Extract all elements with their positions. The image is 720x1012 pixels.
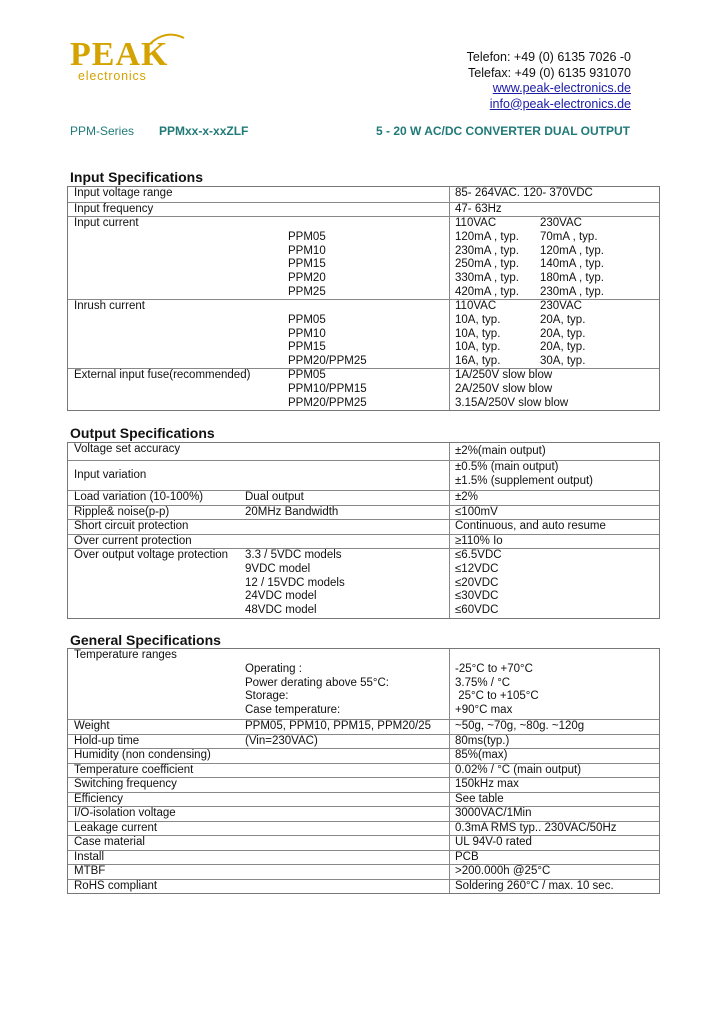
table-row — [68, 821, 659, 836]
value-cell: 2A/250V slow blow — [455, 382, 553, 395]
row-value: >200.000h @25°C — [455, 865, 551, 877]
output-section-title: Output Specifications — [70, 425, 215, 441]
model-list — [245, 549, 345, 618]
condition-list — [245, 663, 389, 718]
model-name: PPM20/PPM25 — [288, 355, 367, 368]
value-cell: 180mA , typ. — [540, 272, 604, 285]
row-value: ≤20VDC — [455, 576, 499, 589]
table-row — [68, 460, 659, 490]
row-value: ≤100mV — [455, 505, 498, 518]
row-label: Over current protection — [74, 534, 192, 547]
table-row — [68, 864, 659, 879]
value-cell: 420mA , typ. — [455, 285, 519, 298]
row-value: +90°C max — [455, 704, 513, 717]
row-value: 25°C to +105°C — [455, 690, 539, 703]
table-row — [68, 879, 659, 894]
value-cell: 20A, typ. — [540, 327, 586, 340]
logo-swoosh-icon — [146, 32, 186, 46]
row-value: 150kHz max — [455, 778, 519, 790]
row-value: 47- 63Hz — [455, 203, 502, 215]
row-label: External input fuse(recommended) — [74, 369, 251, 381]
model-name: PPM20/PPM25 — [288, 396, 367, 409]
model-list — [288, 314, 367, 369]
column-header: 230VAC — [540, 300, 582, 312]
row-value: ≤12VDC — [455, 562, 499, 575]
value-cell: 3.15A/250V slow blow — [455, 396, 569, 409]
row-condition: 20MHz Bandwidth — [245, 505, 339, 518]
row-value: 0.02% / °C (main output) — [455, 763, 582, 776]
part-number: PPMxx-x-xxZLF — [159, 124, 249, 138]
value-cell: 10A, typ. — [455, 313, 501, 326]
value-cell: 16A, typ. — [455, 355, 501, 368]
output-spec-table — [67, 442, 660, 619]
row-value: UL 94V-0 rated — [455, 836, 532, 848]
row-condition: Case temperature: — [245, 704, 341, 717]
value-cell: 120mA , typ. — [540, 244, 604, 257]
website-link[interactable]: www.peak-electronics.de — [492, 81, 631, 95]
value-cell: 140mA , typ. — [540, 258, 604, 271]
model-name: 48VDC model — [245, 604, 317, 617]
row-label: Inrush current — [74, 300, 145, 312]
row-label: Load variation (10-100%) — [74, 491, 204, 503]
row-label: Input current — [74, 217, 139, 229]
row-condition: Dual output — [245, 491, 304, 503]
row-value: 3000VAC/1Min — [455, 807, 532, 819]
value-cell: 230mA , typ. — [540, 285, 604, 298]
value-cell: 20A, typ. — [540, 341, 586, 354]
row-condition: Operating : — [245, 662, 302, 675]
table-row — [68, 299, 659, 368]
general-spec-table — [67, 648, 660, 894]
row-value: ±1.5% (supplement output) — [455, 474, 593, 487]
input-section-title: Input Specifications — [70, 169, 204, 185]
phone-number: Telefon: +49 (0) 6135 7026 -0 — [466, 50, 631, 64]
value-cell: 30A, typ. — [540, 355, 586, 368]
table-row — [68, 368, 659, 410]
table-row — [68, 748, 659, 763]
value-cell: 70mA , typ. — [540, 230, 598, 243]
table-row — [68, 519, 659, 534]
row-condition: PPM05, PPM10, PPM15, PPM20/25 — [245, 720, 432, 732]
value-cell: 120mA , typ. — [455, 230, 519, 243]
row-label: Temperature coefficient — [74, 763, 194, 776]
row-label: Input variation — [74, 469, 147, 481]
model-name: PPM10 — [288, 327, 326, 340]
value-cell: 330mA , typ. — [455, 272, 519, 285]
row-value: Continuous, and auto resume — [455, 520, 606, 532]
row-label: RoHS compliant — [74, 879, 158, 892]
row-value: PCB — [455, 850, 479, 863]
table-row — [68, 763, 659, 778]
row-label: Input voltage range — [74, 187, 173, 199]
value-cell: 250mA , typ. — [455, 258, 519, 271]
table-row — [68, 490, 659, 505]
row-label: MTBF — [74, 865, 106, 877]
row-label: Weight — [74, 720, 110, 732]
table-row — [68, 187, 659, 202]
model-name: PPM05 — [288, 313, 326, 326]
value-cell: 10A, typ. — [455, 341, 501, 354]
table-row — [68, 835, 659, 850]
general-section-title: General Specifications — [70, 632, 221, 648]
value-cell: 1A/250V slow blow — [455, 369, 553, 381]
row-label: Case material — [74, 836, 145, 848]
column-header: 110VAC — [455, 217, 497, 229]
table-row — [68, 443, 659, 460]
row-label: Install — [74, 850, 105, 863]
value-list — [455, 369, 568, 410]
row-label: Hold-up time — [74, 734, 140, 747]
table-row — [68, 202, 659, 216]
row-value: See table — [455, 792, 504, 805]
model-name: PPM10 — [288, 244, 326, 257]
table-row — [68, 806, 659, 821]
row-label: Ripple& noise(p-p) — [74, 505, 170, 518]
model-name: 24VDC model — [245, 590, 317, 603]
model-list — [288, 231, 326, 300]
column-header: 230VAC — [540, 217, 582, 229]
value-list — [455, 461, 593, 489]
table-row — [68, 548, 659, 618]
row-value: 0.3mA RMS typ.. 230VAC/50Hz — [455, 821, 617, 834]
row-condition: Storage: — [245, 690, 289, 703]
logo-wordmark: PEAK — [70, 36, 169, 73]
row-label: Voltage set accuracy — [74, 443, 181, 455]
row-value: 85- 264VAC. 120- 370VDC — [455, 187, 593, 199]
model-name: PPM25 — [288, 285, 326, 298]
row-label: Input frequency — [74, 203, 154, 215]
product-description: 5 - 20 W AC/DC CONVERTER DUAL OUTPUT — [375, 124, 630, 138]
table-row — [68, 777, 659, 792]
table-row — [68, 505, 659, 520]
table-row — [68, 719, 659, 734]
model-name: PPM15 — [288, 258, 326, 271]
row-value: -25°C to +70°C — [455, 662, 533, 675]
table-row — [68, 649, 659, 719]
fax-number: Telefax: +49 (0) 6135 931070 — [468, 65, 631, 80]
row-value: 80ms(typ.) — [455, 734, 510, 747]
row-label: Over output voltage protection — [74, 549, 229, 561]
model-name: PPM05 — [288, 230, 326, 243]
table-row — [68, 534, 659, 549]
table-row — [68, 792, 659, 807]
value-cell: 230mA , typ. — [455, 244, 519, 257]
row-value: ~50g, ~70g, ~80g. ~120g — [455, 720, 585, 732]
company-logo — [70, 38, 190, 86]
value-cell: 20A, typ. — [540, 313, 586, 326]
row-label: Humidity (non condensing) — [74, 749, 211, 761]
row-value: ≤6.5VDC — [455, 549, 502, 561]
row-label: I/O-isolation voltage — [74, 807, 176, 819]
series-name: PPM-Series — [70, 124, 135, 138]
value-cell: 10A, typ. — [455, 327, 501, 340]
model-name: PPM15 — [288, 341, 326, 354]
table-row — [68, 734, 659, 749]
value-list — [455, 217, 604, 300]
row-value: ≤30VDC — [455, 590, 499, 603]
value-list — [455, 549, 502, 618]
row-label: Switching frequency — [74, 778, 177, 790]
row-value: 3.75% / °C — [455, 676, 511, 689]
row-label: Efficiency — [74, 792, 124, 805]
row-value: ≤60VDC — [455, 604, 499, 617]
row-value: ±2%(main output) — [455, 445, 546, 457]
email-link[interactable]: info@peak-electronics.de — [489, 96, 631, 111]
row-condition: Power derating above 55°C: — [245, 676, 389, 689]
table-row — [68, 850, 659, 865]
row-value: ≥110% Io — [455, 534, 503, 547]
value-list — [455, 300, 585, 369]
model-name: 3.3 / 5VDC models — [245, 549, 342, 561]
series-header — [70, 124, 630, 138]
value-list — [455, 663, 539, 718]
model-name: 9VDC model — [245, 562, 311, 575]
row-value: Soldering 260°C / max. 10 sec. — [455, 879, 614, 892]
logo-subtitle: electronics — [78, 69, 147, 83]
model-name: PPM20 — [288, 272, 326, 285]
row-value: ±0.5% (main output) — [455, 461, 559, 473]
row-value: ±2% — [455, 491, 478, 503]
table-row — [68, 216, 659, 299]
row-label: Leakage current — [74, 821, 158, 834]
row-label: Short circuit protection — [74, 520, 189, 532]
input-spec-table — [67, 186, 660, 411]
model-list — [288, 369, 367, 410]
row-condition: (Vin=230VAC) — [245, 734, 318, 747]
model-name: 12 / 15VDC models — [245, 576, 345, 589]
row-value: 85%(max) — [455, 749, 508, 761]
model-name: PPM05 — [288, 369, 326, 381]
column-header: 110VAC — [455, 300, 497, 312]
contact-block — [467, 50, 631, 112]
model-name: PPM10/PPM15 — [288, 382, 367, 395]
row-label: Temperature ranges — [74, 649, 177, 661]
